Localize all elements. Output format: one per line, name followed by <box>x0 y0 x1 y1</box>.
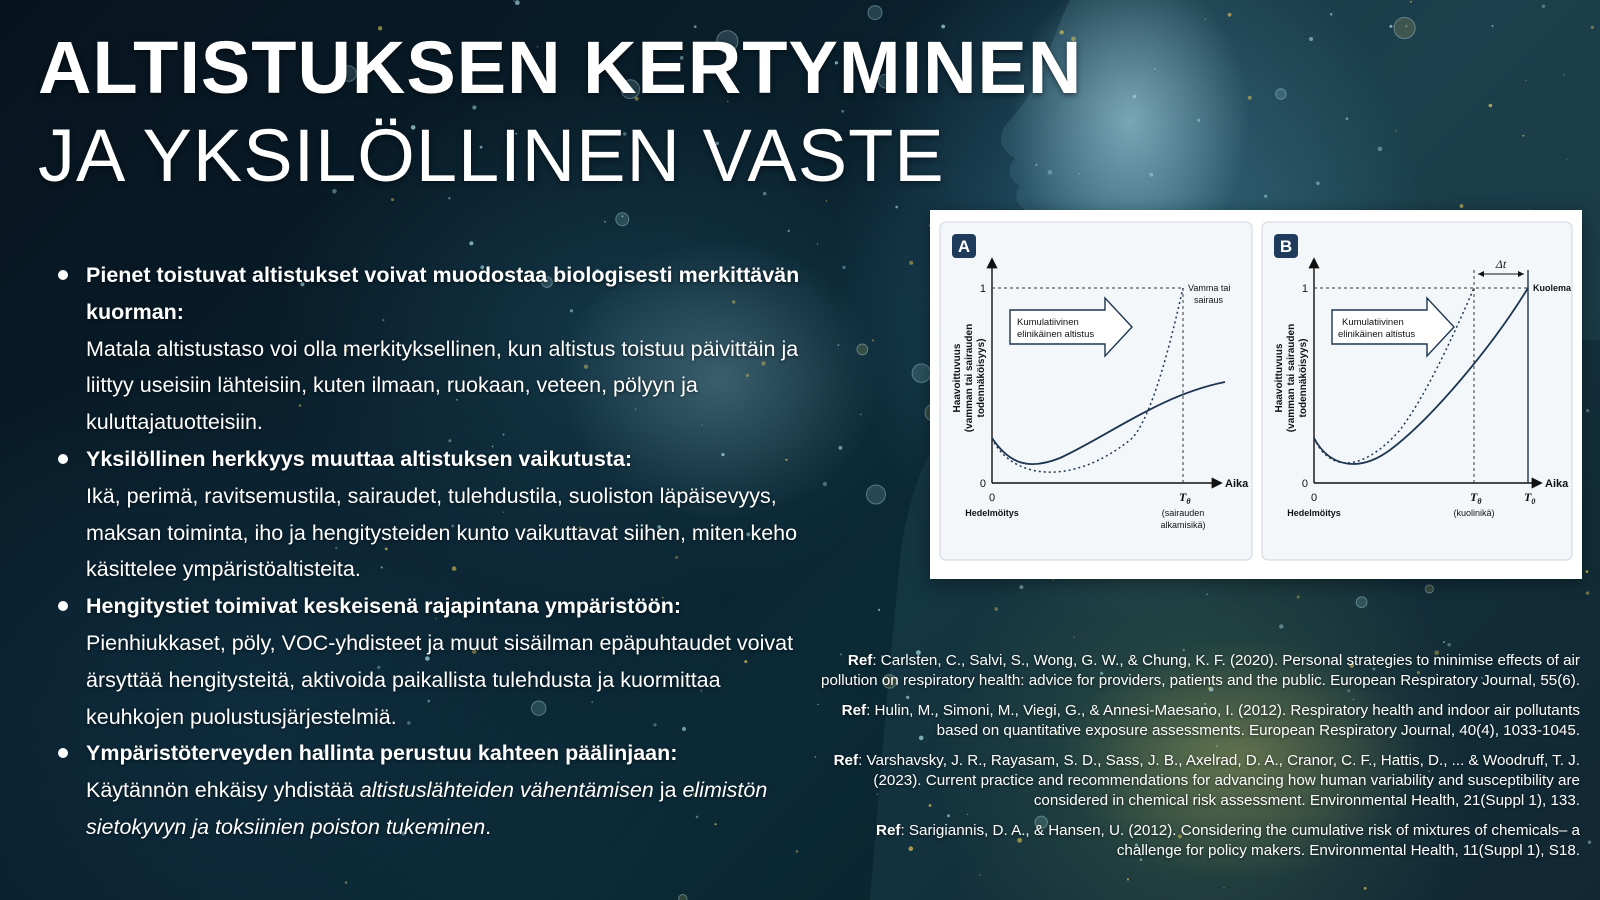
panel-a-end-label-2: sairaus <box>1194 295 1224 305</box>
panel-a-t-sub: θ <box>1186 497 1191 506</box>
panel-a-t-caption-1: (sairauden <box>1161 508 1205 518</box>
particle <box>1443 641 1445 643</box>
panel-a-y-label-3: todennäköisyys) <box>976 338 987 418</box>
particle <box>838 446 842 450</box>
particle <box>1356 597 1367 608</box>
panel-a-t-main: T <box>1179 490 1187 504</box>
bullet-item <box>56 441 816 588</box>
bullet-list <box>56 257 816 846</box>
particle <box>1073 637 1074 638</box>
particle <box>842 266 845 269</box>
particle <box>1586 591 1590 595</box>
particle <box>513 0 515 2</box>
particle <box>868 6 882 20</box>
particle <box>872 339 874 341</box>
reference-text: : Carlsten, C., Salvi, S., Wong, G. W., & Chung, K. F. (2020). Personal strategies to minimise effects of air pollution on respiratory health: advice for providers, patients and the public. European Respiratory Journal, 55(6). <box>821 652 1580 689</box>
reference-prefix: Ref <box>841 702 867 720</box>
bullet-text <box>86 772 816 846</box>
bullet-heading: Ympäristöterveyden hallinta perustuu kahteen päälinjaan: <box>86 741 678 766</box>
panel-b-y-tick-0: 0 <box>1301 478 1308 490</box>
panel-a-x-origin: 0 <box>988 492 996 504</box>
bullet-text: Matala altistustaso voi olla merkityksellinen, kun altistus toistuu päivittäin ja liittyy useisiin lähteisiin, kuten ilmaan, ruokaan, veteen, pölyyn ja kuluttajatuotteisiin. <box>86 336 799 435</box>
panel-b-delta-label: Δt <box>1495 257 1507 271</box>
particle <box>878 609 880 611</box>
particle <box>1394 17 1415 38</box>
particle <box>1228 13 1232 17</box>
bullet-text-emphasis: altistuslähteiden vähentämisen <box>359 778 654 803</box>
particle <box>817 243 818 244</box>
slide-title <box>38 24 1082 200</box>
figure-svg <box>930 210 1582 579</box>
particle <box>1460 204 1464 208</box>
bullet-heading: Yksilöllinen herkkyys muuttaa altistuksen vaikutusta: <box>86 446 633 471</box>
title-line-2: JA YKSILÖLLINEN VASTE <box>38 114 945 197</box>
particle <box>994 607 998 611</box>
panel-b-t-caption: (kuolinikä) <box>1453 508 1495 518</box>
panel-b-y-label-3: todennäköisyys) <box>1298 338 1309 418</box>
particle <box>1154 68 1156 70</box>
bullet-heading: Pienet toistuvat altistukset voivat muodostaa biologisesti merkittävän kuorman: <box>86 263 800 324</box>
bullet-text: Pienhiukkaset, pöly, VOC-yhdisteet ja muut sisäilman epäpuhtaudet voivat ärsyttää hengitysteitä, aktivoida paikallista tulehdusta ja kuormittaa keuhkojen puolustusjärjestelmiä. <box>86 630 794 729</box>
particle <box>1279 624 1283 628</box>
reference-prefix: Ref <box>876 822 901 840</box>
particle <box>1378 147 1383 152</box>
particle <box>867 485 886 504</box>
particle <box>1489 104 1493 108</box>
reference-prefix: Ref <box>833 752 859 770</box>
particle <box>1542 5 1545 8</box>
panel-b-y-label-1: Haavoittuvuus <box>1274 343 1285 413</box>
particle <box>1197 119 1200 122</box>
vulnerability-figure <box>930 210 1582 579</box>
panel-b-t-main: T <box>1470 490 1478 504</box>
panel-b-y-label-2: (vamman tai sairauden <box>1286 323 1297 433</box>
particle <box>1205 19 1206 20</box>
bullet-item <box>56 588 816 735</box>
particle <box>1223 887 1224 888</box>
reference-text: : Sarigiannis, D. A., & Hansen, U. (2012). Considering the cumulative risk of mixtures of chemicals– a challenge for policy makers. Environmental Health, 11(Suppl 1), S18. <box>900 822 1580 859</box>
panel-b-t0-sub: 0 <box>1531 497 1536 506</box>
reference-text: : Hulin, M., Simoni, M., Viegi, G., & Annesi-Maesano, I. (2012). Respiratory health and indoor air pollutants based on quantitative exposure assessments. European Respiratory Journal, 40(4), 1033-1045. <box>866 702 1580 739</box>
particle <box>857 344 868 355</box>
bullet-text-part: Käytännön ehkäisy yhdistää <box>86 778 360 803</box>
particle <box>826 200 827 201</box>
bullet-item <box>56 257 816 441</box>
particle <box>1389 25 1392 28</box>
bullet-text-emphasis: elimistön sietokyvyn ja toksiinien poiston tukeminen <box>86 778 768 839</box>
particle <box>1525 80 1526 81</box>
bullet-text-part: ja <box>653 778 683 803</box>
particle <box>796 850 799 853</box>
panel-b-letter: B <box>1279 237 1293 256</box>
particle <box>1566 159 1567 160</box>
particle <box>1410 1 1412 3</box>
bullet-text-part: . <box>485 814 492 839</box>
panel-b-t0-main: T <box>1524 490 1532 504</box>
reference-item <box>820 651 1580 690</box>
reference-item <box>820 701 1580 740</box>
panel-a-origin-label: Hedelmöitys <box>965 508 1019 518</box>
particle <box>1586 570 1589 573</box>
particle <box>1297 596 1300 599</box>
panel-a <box>940 222 1252 560</box>
particle <box>895 206 898 209</box>
panel-b-origin-label: Hedelmöitys <box>1287 508 1341 518</box>
particle <box>1492 25 1494 27</box>
panel-b-t-sub: θ <box>1477 497 1482 506</box>
particle <box>1522 135 1524 137</box>
particle <box>1149 173 1153 177</box>
particle <box>345 881 348 884</box>
reference-item <box>820 751 1580 810</box>
particle <box>1127 878 1129 880</box>
particle <box>1364 887 1367 890</box>
particle <box>817 704 819 706</box>
panel-b-x-label: Aika <box>1545 478 1569 490</box>
particle <box>1248 96 1252 100</box>
reference-item <box>820 821 1580 860</box>
particle <box>1346 117 1349 120</box>
particle <box>1019 585 1023 589</box>
particle <box>616 213 629 226</box>
panel-b-end-label: Kuolema <box>1533 283 1572 293</box>
particle <box>1447 643 1450 646</box>
bullet-text: Ikä, perimä, ravitsemustila, sairaudet, tulehdustila, suoliston läpäisevyys, maksan toiminta, iho ja hengitysteiden kunto vaikuttavat siihen, miten keho käsittelee ympäristöaltisteita. <box>86 483 798 582</box>
particle <box>469 241 473 245</box>
particle <box>515 0 520 5</box>
bullet-item <box>56 735 816 845</box>
panel-a-y-tick-1: 1 <box>979 283 986 295</box>
particle <box>1133 95 1137 99</box>
particle <box>1396 130 1397 131</box>
particle <box>838 344 840 346</box>
particle <box>912 364 931 383</box>
panel-b-arrow-text-1: Kumulatiivinen <box>1342 317 1404 328</box>
particle <box>1564 74 1565 75</box>
particle <box>823 482 827 486</box>
bullet-heading: Hengitystiet toimivat keskeisenä rajapintana ympäristöön: <box>86 594 682 619</box>
particle <box>1276 89 1286 99</box>
particle <box>1330 13 1333 16</box>
panel-a-y-tick-0: 0 <box>979 478 986 490</box>
reference-prefix: Ref <box>847 652 873 669</box>
panel-b-y-tick-1: 1 <box>1301 283 1308 295</box>
particle <box>622 215 624 217</box>
reference-text: : Varshavsky, J. R., Rayasam, S. D., Sass, J. B., Axelrad, D. A., Cranor, C. F., Hattis, D., ... & Woodruff, T. J. (2023). Current practice and recommendations for advancing how human variability and susceptibility are considered in chemical risk assessment. Environmental Health, 21(Suppl 1), 133. <box>858 752 1580 809</box>
panel-a-y-label-1: Haavoittuvuus <box>952 343 963 413</box>
panel-b <box>1262 222 1572 560</box>
panel-a-y-label-2: (vamman tai sairauden <box>964 323 975 433</box>
particle <box>1309 37 1313 41</box>
particle <box>788 230 791 233</box>
particle <box>1591 26 1594 29</box>
panel-a-arrow-text-1: Kumulatiivinen <box>1017 317 1079 328</box>
particle <box>604 221 606 223</box>
panel-a-end-label-1: Vamma tai <box>1188 283 1231 293</box>
panel-a-t-caption-2: alkamisikä) <box>1160 520 1206 530</box>
particle <box>1316 182 1320 186</box>
panel-a-x-label: Aika <box>1225 478 1249 490</box>
panel-b-x-origin: 0 <box>1310 492 1318 504</box>
particle <box>1425 585 1433 593</box>
particle <box>909 261 913 265</box>
panel-a-arrow-text-2: elinikäinen altistus <box>1017 329 1095 340</box>
title-line-1: ALTISTUKSEN KERTYMINEN <box>38 26 1083 109</box>
panel-b-arrow-text-2: elinikäinen altistus <box>1338 329 1416 340</box>
panel-a-letter: A <box>957 237 971 256</box>
particle <box>1586 409 1589 412</box>
particle <box>979 874 981 876</box>
particle <box>679 895 687 900</box>
particle <box>860 414 862 416</box>
particle <box>1588 841 1591 844</box>
particle <box>1264 195 1267 198</box>
particle <box>1206 593 1208 595</box>
reference-list <box>820 651 1580 871</box>
